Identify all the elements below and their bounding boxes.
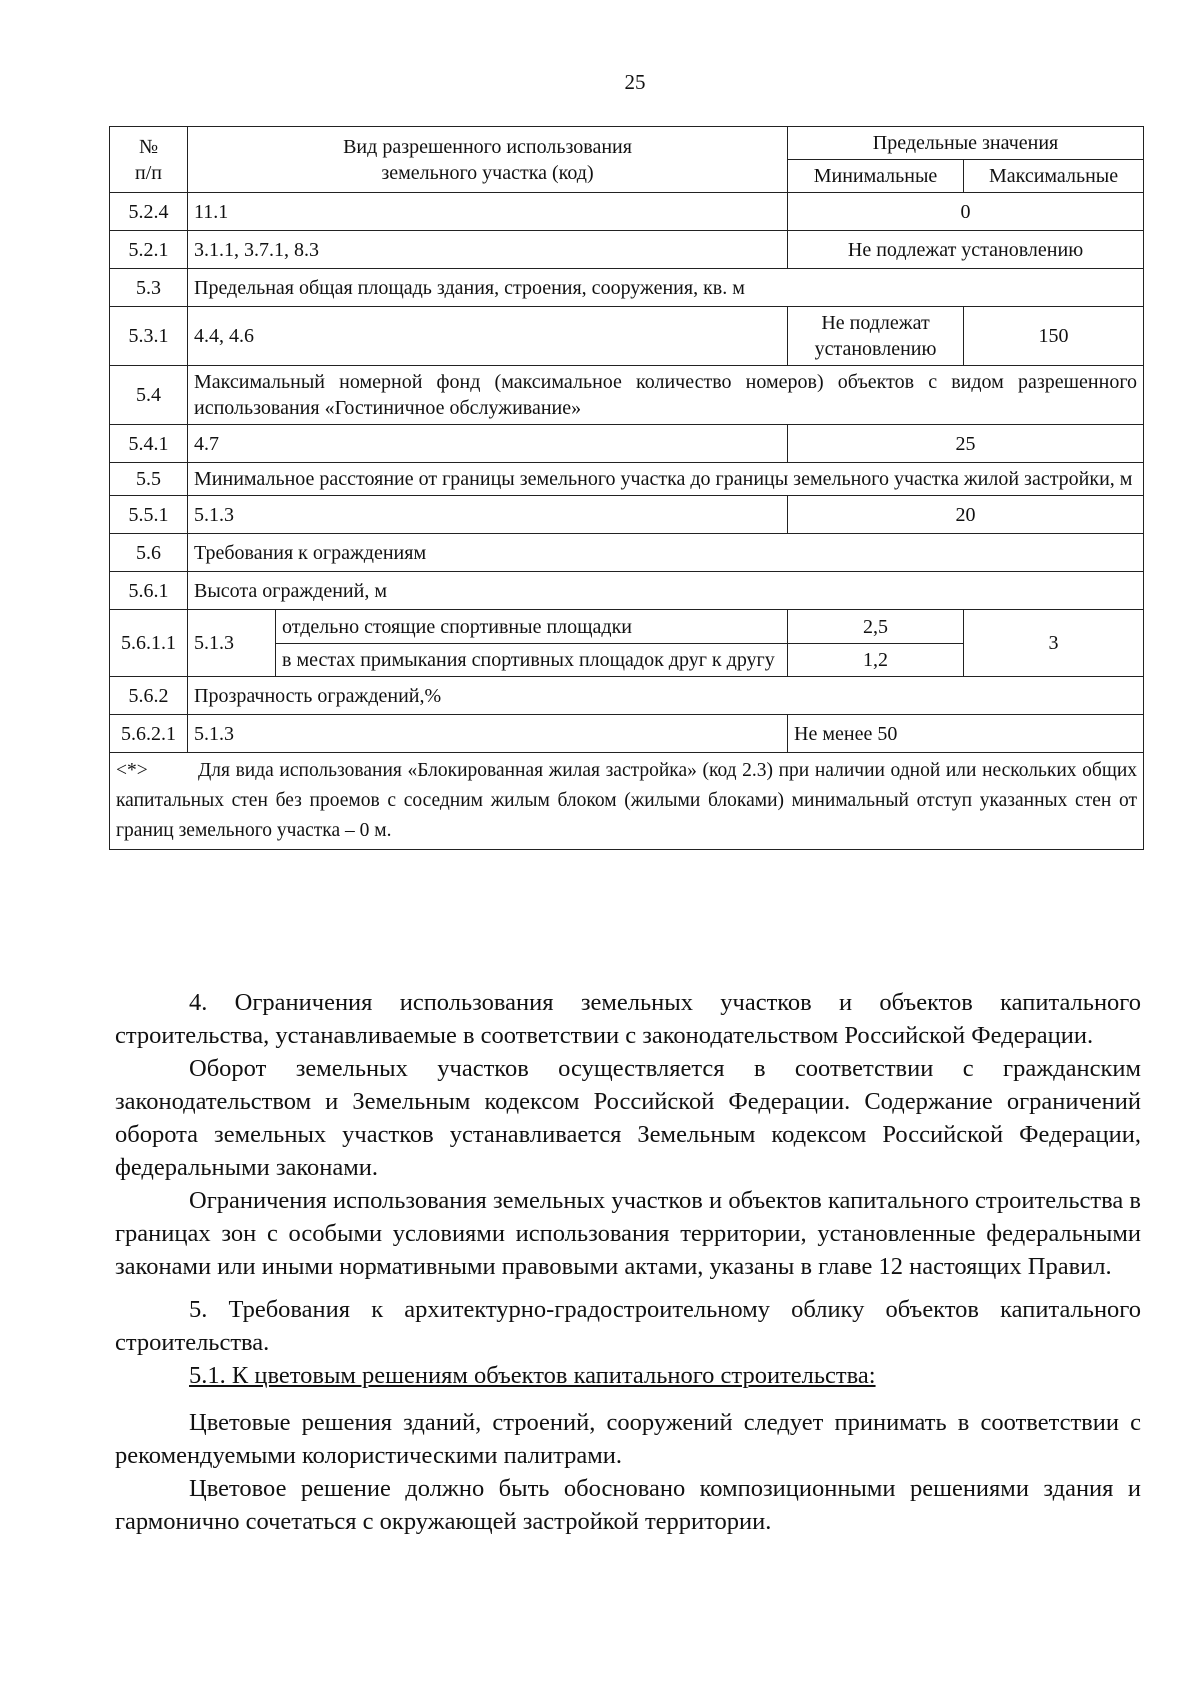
table-row [110, 715, 1144, 753]
header-min: Минимальные [788, 160, 964, 193]
row-num: 5.2.4 [110, 193, 188, 231]
table-row [110, 677, 1144, 715]
row-title: Предельная общая площадь здания, строения, сооружения, кв. м [188, 269, 1144, 307]
row-max: 150 [964, 307, 1144, 366]
row-value: 20 [788, 496, 1144, 534]
color-heading-text: 5.1. К цветовым решениям объектов капитального строительства: [189, 1362, 876, 1389]
row-sub-label: отдельно стоящие спортивные площадки [276, 610, 788, 644]
body-text [115, 986, 1141, 1538]
header-use-type: Вид разрешенного использования земельного участка (код) [188, 127, 788, 193]
row-num: 5.6.1 [110, 572, 188, 610]
row-sub-min: 2,5 [788, 610, 964, 644]
row-code: 3.1.1, 3.7.1, 8.3 [188, 231, 788, 269]
limits-table [109, 126, 1144, 850]
table-row [110, 463, 1144, 496]
row-title: Требования к ограждениям [188, 534, 1144, 572]
table-row [110, 610, 1144, 644]
row-code: 5.1.3 [188, 496, 788, 534]
table-row [110, 425, 1144, 463]
paragraph-zone-restrictions: Ограничения использования земельных участков и объектов капитального строительства в границах зон с особыми условиями использования территории, установленные федеральными законами или иными нормативными правовыми актами, указаны в главе 12 настоящих Правил. [115, 1187, 1141, 1280]
row-title: Минимальное расстояние от границы земельного участка до границы земельного участка жилой застройки, м [188, 463, 1144, 496]
note-text: Для вида использования «Блокированная жилая застройка» (код 2.3) при наличии одной или нескольких общих капитальных стен без проемов с соседним жилым блоком (жилыми блоками) минимальный отступ указанных стен от границ земельного участка – 0 м. [116, 760, 1138, 841]
paragraph-land-turnover: Оборот земельных участков осуществляется в соответствии с гражданским законодательством и Земельным кодексом Российской Федерации. Содержание ограничений оборота земельных участков устанавливается Земельным кодексом Российской Федерации, федеральными законами. [115, 1055, 1141, 1181]
row-title: Максимальный номерной фонд (максимальное количество номеров) объектов с видом разрешенного использования «Гостиничное обслуживание» [188, 366, 1144, 425]
table-row [110, 572, 1144, 610]
row-sub-min: 1,2 [788, 644, 964, 677]
table-row [110, 534, 1144, 572]
row-value: 25 [788, 425, 1144, 463]
row-min: Не менее 50 [788, 715, 1144, 753]
row-num: 5.3 [110, 269, 188, 307]
row-code: 4.4, 4.6 [188, 307, 788, 366]
paragraph-color-justification: Цветовое решение должно быть обосновано композиционными решениями здания и гармонично сочетаться с окружающей застройкой территории. [115, 1475, 1141, 1535]
row-num: 5.6.1.1 [110, 610, 188, 677]
row-value: 0 [788, 193, 1144, 231]
table-note [110, 753, 1144, 850]
row-num: 5.5.1 [110, 496, 188, 534]
row-num: 5.2.1 [110, 231, 188, 269]
table-note-row [110, 753, 1144, 850]
row-num: 5.4 [110, 366, 188, 425]
table-row [110, 193, 1144, 231]
header-max: Максимальные [964, 160, 1144, 193]
page-number: 25 [624, 70, 646, 94]
row-num: 5.6.2 [110, 677, 188, 715]
row-code: 5.1.3 [188, 715, 788, 753]
paragraph-architecture-heading: 5. Требования к архитектурно-градостроительному облику объектов капитального строительства. [115, 1296, 1141, 1356]
row-code: 11.1 [188, 193, 788, 231]
paragraph-color-heading [115, 1359, 1141, 1392]
row-num: 5.6.2.1 [110, 715, 188, 753]
row-min: Не подлежат установлению [788, 307, 964, 366]
row-num: 5.5 [110, 463, 188, 496]
paragraph-color-palettes: Цветовые решения зданий, строений, сооружений следует принимать в соответствии с рекомендуемыми колористическими палитрами. [115, 1409, 1141, 1469]
row-num: 5.3.1 [110, 307, 188, 366]
row-value: Не подлежат установлению [788, 231, 1144, 269]
table-row [110, 307, 1144, 366]
row-code: 5.1.3 [188, 610, 276, 677]
row-sub-label: в местах примыкания спортивных площадок друг к другу [276, 644, 788, 677]
row-max: 3 [964, 610, 1144, 677]
table-header-row [110, 127, 1144, 160]
row-num: 5.4.1 [110, 425, 188, 463]
row-title: Высота ограждений, м [188, 572, 1144, 610]
table-row [110, 231, 1144, 269]
note-mark: <*> [116, 760, 148, 781]
table-row [110, 366, 1144, 425]
row-code: 4.7 [188, 425, 788, 463]
table-row [110, 496, 1144, 534]
row-title: Прозрачность ограждений,% [188, 677, 1144, 715]
paragraph-restrictions-heading: 4. Ограничения использования земельных участков и объектов капитального строительства, устанавливаемые в соответствии с законодательством Российской Федерации. [115, 989, 1141, 1049]
table-row [110, 269, 1144, 307]
header-limits: Предельные значения [788, 127, 1144, 160]
row-num: 5.6 [110, 534, 188, 572]
header-num: № п/п [110, 127, 188, 193]
